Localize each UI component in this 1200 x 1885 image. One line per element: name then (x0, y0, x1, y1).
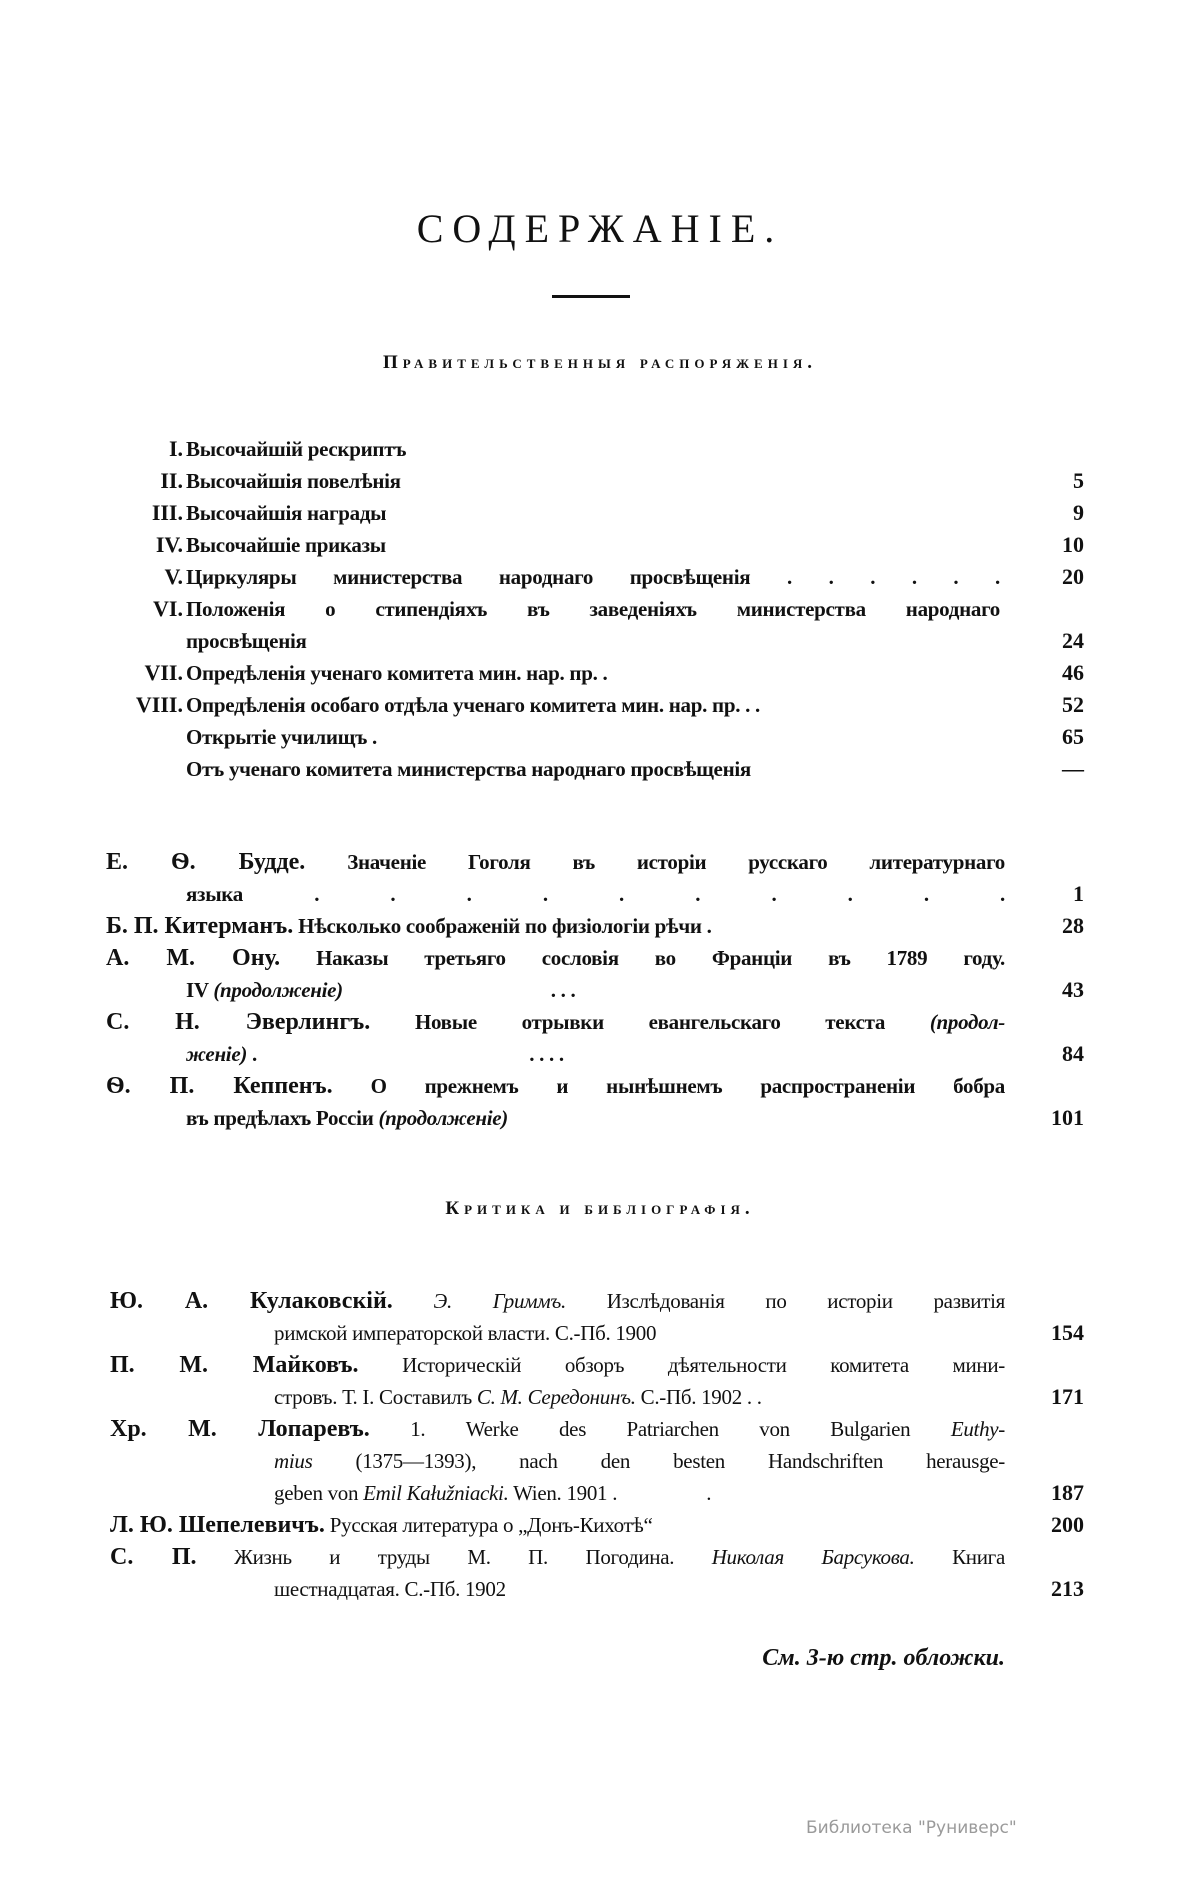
author-name: П. М. Майковъ. (110, 1352, 359, 1378)
title-text: Отъ ученаго комитета министерства народнаго просвѣщенія (186, 757, 751, 781)
entry-text (186, 657, 607, 689)
page-number: 154 (1051, 1320, 1084, 1345)
page-number: 10 (1062, 532, 1084, 557)
entry-text (274, 1445, 1005, 1477)
entry-text (110, 1541, 1005, 1573)
toc-entry (0, 1006, 1200, 1070)
toc-entry (0, 465, 1200, 497)
title-text: Нѣсколько соображеній по физіологіи рѣчи . (293, 914, 712, 938)
entry-text (186, 878, 1005, 910)
toc-line (0, 1445, 1200, 1477)
entry-text (110, 1285, 1005, 1317)
page-number: — (1062, 756, 1084, 781)
toc-line (0, 593, 1200, 625)
toc-entry (0, 433, 1200, 465)
title-text: 1. Werke des Patriarchen von Bulgarien (369, 1417, 951, 1441)
entry-text (186, 433, 406, 465)
title-text: Циркуляры министерства народнаго просвѣщенія . . . . . . (186, 565, 1000, 589)
author-name: Л. Ю. Шепелевичъ. (110, 1512, 325, 1538)
toc-entry (0, 1541, 1200, 1605)
title-text: . . . . . (247, 1042, 564, 1066)
title-text: Открытіе училищъ . (186, 725, 377, 749)
entry-number: VII. (144, 660, 183, 685)
toc-line (0, 657, 1200, 689)
title-text: Русская литература о „Донъ-Кихотѣ“ (324, 1513, 653, 1537)
title-text: Высочайшія повелѣнія (186, 469, 401, 493)
page-number: 52 (1062, 692, 1084, 717)
section-heading-government: Правительственныя распоряженія. (382, 352, 818, 373)
toc-line (0, 1102, 1200, 1134)
entry-text (274, 1573, 506, 1605)
toc-line (0, 1317, 1200, 1349)
page-number: 1 (1073, 881, 1084, 906)
italic-text: Emil Kałužniacki. (363, 1481, 509, 1505)
title-text: . . . (342, 978, 576, 1002)
toc-entry (0, 657, 1200, 689)
entry-text (186, 974, 575, 1006)
toc-line (0, 497, 1200, 529)
page-number: 200 (1051, 1512, 1084, 1537)
author-name: Ю. А. Кулаковскій. (110, 1288, 393, 1314)
title-text: Высочайшій рескриптъ (186, 437, 407, 461)
toc-entry (0, 1509, 1200, 1541)
toc-line (0, 1038, 1200, 1070)
italic-text: С. М. Середонинъ. (476, 1385, 636, 1409)
toc-entry (0, 529, 1200, 561)
italic-text: женіе) (186, 1042, 248, 1066)
entry-number: III. (151, 500, 183, 525)
title-text: стровъ. Т. I. Составилъ (274, 1385, 477, 1409)
entry-text (186, 689, 760, 721)
entry-number: VI. (153, 596, 183, 621)
page-title: СОДЕРЖАНІЕ. (416, 206, 784, 251)
toc-entry (0, 1413, 1200, 1509)
entry-text (106, 846, 1005, 878)
title-text: Новые отрывки евангельскаго текста (370, 1010, 930, 1034)
entry-text (274, 1477, 711, 1509)
title-text: въ предѣлахъ Россіи (186, 1106, 379, 1130)
entry-text (106, 1070, 1005, 1102)
section-heading-criticism: Критика и библіографія. (445, 1198, 755, 1219)
toc-line (0, 910, 1200, 942)
toc-line (0, 1541, 1200, 1573)
page-number: 213 (1051, 1576, 1084, 1601)
title-text: Значеніе Гоголя въ исторіи русскаго литературнаго (305, 850, 1005, 874)
entry-text (106, 910, 712, 942)
entry-text (186, 497, 386, 529)
title-text: Опредѣленія ученаго комитета мин. нар. пр. . (186, 661, 608, 685)
toc-line (0, 689, 1200, 721)
toc-line (0, 529, 1200, 561)
toc-line (0, 721, 1200, 753)
toc-line (0, 1349, 1200, 1381)
toc-line (0, 878, 1200, 910)
title-text: Жизнь и труды М. П. Погодина. (196, 1545, 712, 1569)
entry-number: V. (164, 564, 183, 589)
entry-text (110, 1349, 1005, 1381)
entry-number: IV. (155, 532, 183, 557)
toc-line (0, 1070, 1200, 1102)
toc-line (0, 942, 1200, 974)
toc-entry (0, 593, 1200, 657)
title-text: Изслѣдованія по исторіи развитія (565, 1289, 1005, 1313)
page-number: 171 (1051, 1384, 1084, 1409)
toc-line (0, 1381, 1200, 1413)
title-text: Опредѣленія особаго отдѣла ученаго комитета мин. нар. пр. . . (186, 693, 760, 717)
page-number: 43 (1062, 977, 1084, 1002)
entry-text (186, 753, 751, 785)
toc-entry (0, 561, 1200, 593)
entry-text (186, 593, 1000, 625)
section-articles (0, 846, 1200, 1134)
page-number: 101 (1051, 1105, 1084, 1130)
entry-text (110, 1413, 1005, 1445)
entry-text (186, 625, 307, 657)
page-number: 20 (1062, 564, 1084, 589)
footer-note: См. 3-ю стр. обложки. (762, 1645, 1005, 1671)
entry-text (110, 1509, 653, 1541)
entry-text (186, 1102, 508, 1134)
toc-line (0, 561, 1200, 593)
title-text: IV (186, 978, 214, 1002)
italic-text: Euthy- (950, 1417, 1005, 1441)
italic-text: (продолженіе) (378, 1106, 508, 1130)
title-text: просвѣщенія (186, 629, 307, 653)
page-number: 187 (1051, 1480, 1084, 1505)
title-text: (1375—1393), nach den besten Handschriften herausge- (312, 1449, 1005, 1473)
entry-text (106, 1006, 1005, 1038)
toc-line (0, 846, 1200, 878)
entry-text (186, 1038, 564, 1070)
section-criticism-bibliography (0, 1285, 1200, 1605)
toc-line (0, 1509, 1200, 1541)
title-text: Наказы третьяго сословія во Франціи въ 1789 году. (280, 946, 1005, 970)
author-name: А. М. Ону. (106, 945, 281, 971)
page-number: 84 (1062, 1041, 1084, 1066)
toc-entry (0, 1285, 1200, 1349)
author-name: Ѳ. П. Кеппенъ. (106, 1073, 333, 1099)
entry-number: II. (160, 468, 183, 493)
toc-entry (0, 846, 1200, 910)
section-government-orders (0, 433, 1200, 785)
toc-entry (0, 721, 1200, 753)
entry-text (274, 1381, 762, 1413)
toc-line (0, 753, 1200, 785)
toc-line (0, 1573, 1200, 1605)
entry-number: VIII. (135, 692, 183, 717)
title-text: Высочайшія награды (186, 501, 387, 525)
entry-number: I. (168, 436, 183, 461)
toc-line (0, 974, 1200, 1006)
toc-line (0, 625, 1200, 657)
toc-line (0, 1006, 1200, 1038)
author-name: Хр. М. Лопаревъ. (110, 1416, 370, 1442)
toc-line (0, 1285, 1200, 1317)
title-text: О прежнемъ и нынѣшнемъ распространеніи бобра (332, 1074, 1005, 1098)
entry-text (186, 465, 401, 497)
entry-text (106, 942, 1005, 974)
toc-entry (0, 497, 1200, 529)
page-number: 46 (1062, 660, 1084, 685)
author-name: Б. П. Китерманъ. (106, 913, 294, 939)
author-name: С. Н. Эверлингъ. (106, 1009, 371, 1035)
title-text: языка . . . . . . . . . . (186, 882, 1005, 906)
title-text: Историческій обзоръ дѣятельности комитета мини- (358, 1353, 1005, 1377)
toc-entry (0, 1349, 1200, 1413)
italic-text: Э. Гриммъ. (392, 1289, 566, 1313)
entry-text (274, 1317, 656, 1349)
title-divider (552, 295, 630, 298)
title-text: Wien. 1901 . . (508, 1481, 712, 1505)
page-number: 24 (1062, 628, 1084, 653)
author-name: С. П. (110, 1544, 197, 1570)
toc-line (0, 1413, 1200, 1445)
italic-text: (продолженіе) (213, 978, 343, 1002)
page-number: 9 (1073, 500, 1084, 525)
italic-text: (продол- (929, 1010, 1005, 1034)
entry-text (186, 529, 386, 561)
entry-text (186, 561, 1000, 593)
toc-line (0, 1477, 1200, 1509)
title-text: С.-Пб. 1902 . . (635, 1385, 762, 1409)
title-text: Высочайшіе приказы (186, 533, 386, 557)
toc-entry (0, 689, 1200, 721)
page-number: 28 (1062, 913, 1084, 938)
toc-entry (0, 1070, 1200, 1134)
page-number: 5 (1073, 468, 1084, 493)
toc-line (0, 465, 1200, 497)
title-text: geben von (274, 1481, 364, 1505)
italic-text: Николая Барсукова. (711, 1545, 915, 1569)
toc-entry (0, 910, 1200, 942)
entry-text (186, 721, 377, 753)
author-name: Е. Ѳ. Будде. (106, 849, 306, 875)
title-text: шестнадцатая. С.-Пб. 1902 (274, 1577, 506, 1601)
title-text: римской императорской власти. С.-Пб. 1900 (274, 1321, 657, 1345)
toc-entry (0, 942, 1200, 1006)
toc-entry (0, 753, 1200, 785)
page-number: 65 (1062, 724, 1084, 749)
italic-text: mius (274, 1449, 313, 1473)
toc-line (0, 433, 1200, 465)
title-text: Книга (914, 1545, 1005, 1569)
watermark: Библиотека "Руниверс" (806, 1818, 1017, 1838)
title-text: Положенія о стипендіяхъ въ заведеніяхъ министерства народнаго (186, 597, 1000, 621)
